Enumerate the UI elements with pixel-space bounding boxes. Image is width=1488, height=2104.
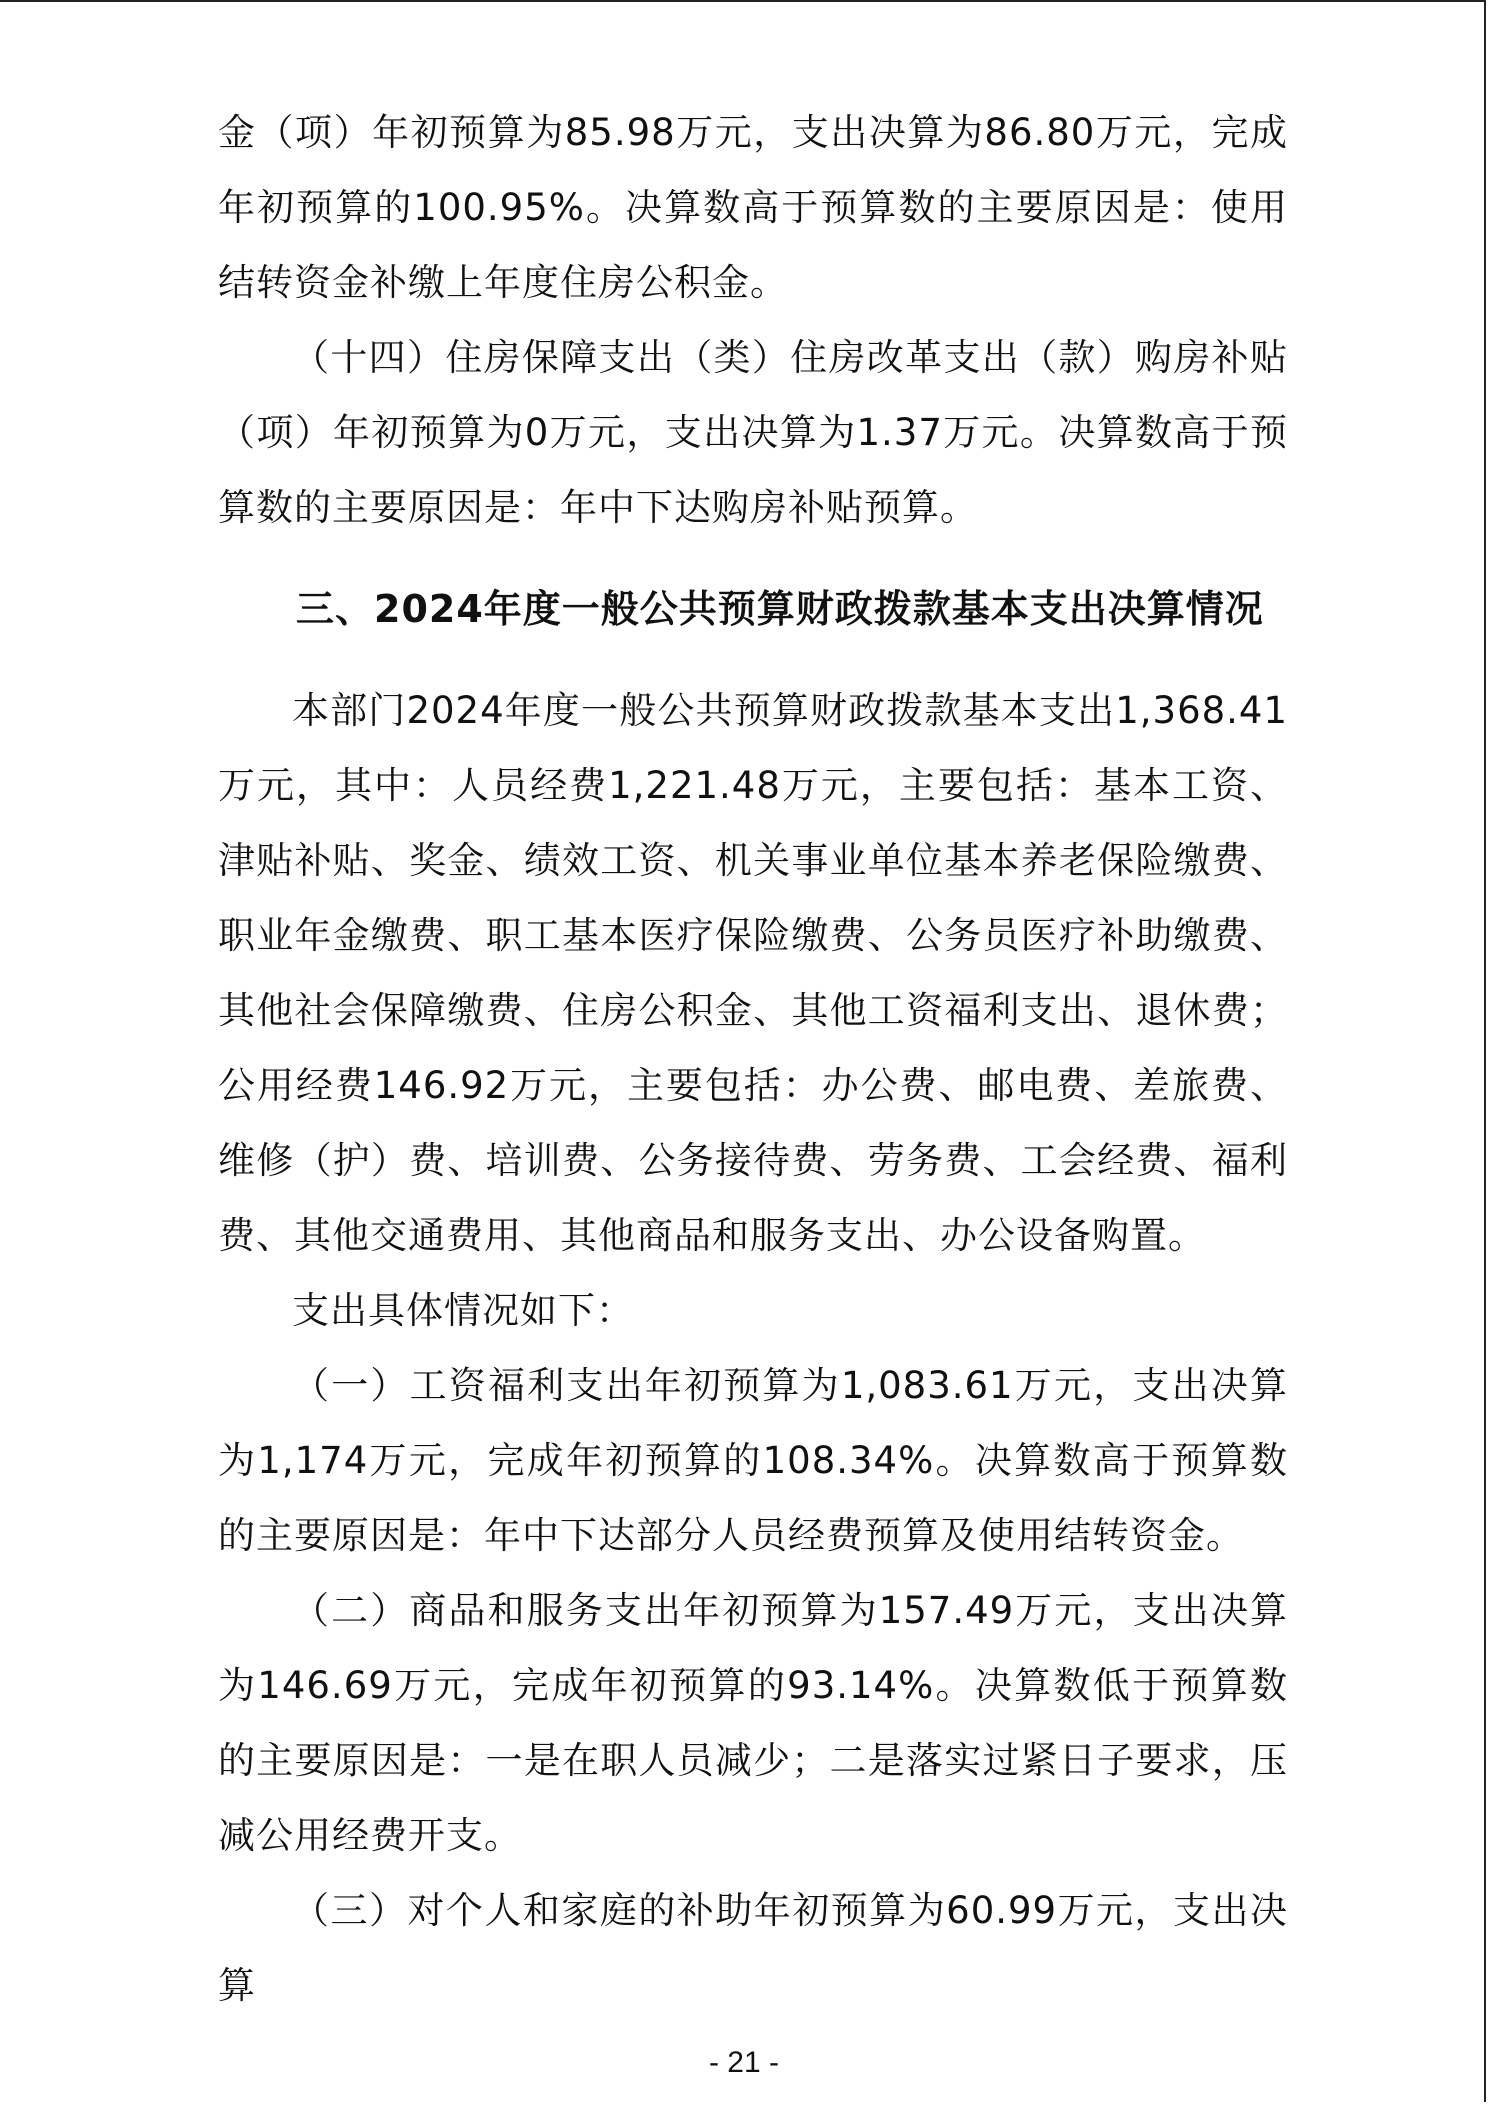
page-number: - 21 - bbox=[708, 2046, 780, 2079]
paragraph-housing-fund-continued: 金（项）年初预算为85.98万元，支出决算为86.80万元，完成年初预算的100.95%。决算数高于预算数的主要原因是：使用结转资金补缴上年度住房公积金。 bbox=[218, 111, 1288, 304]
document-body bbox=[218, 95, 1288, 2023]
paragraph-basic-expenditure-summary: 本部门2024年度一般公共预算财政拨款基本支出1,368.41万元，其中：人员经费1,221.48万元，主要包括：基本工资、津贴补贴、奖金、绩效工资、机关事业单位基本养老保险缴费、职业年金缴费、职工基本医疗保险缴费、公务员医疗补助缴费、其他社会保障缴费、住房公积金、其他工资福利支出、退休费；公用经费146.92万元，主要包括：办公费、邮电费、差旅费、维修（护）费、培训费、公务接待费、劳务费、工会经费、福利费、其他交通费用、其他商品和服务支出、办公设备购置。 bbox=[218, 689, 1288, 1257]
paragraph-housing-subsidy: （十四）住房保障支出（类）住房改革支出（款）购房补贴（项）年初预算为0万元，支出决算为1.37万元。决算数高于预算数的主要原因是：年中下达购房补贴预算。 bbox=[218, 336, 1288, 529]
paragraph-details-intro: 支出具体情况如下： bbox=[292, 1289, 634, 1332]
paragraph-household-subsidy: （三）对个人和家庭的补助年初预算为60.99万元，支出决算 bbox=[218, 1889, 1288, 2007]
section-heading: 三、2024年度一般公共预算财政拨款基本支出决算情况 bbox=[296, 587, 1264, 631]
paragraph-wages-benefits: （一）工资福利支出年初预算为1,083.61万元，支出决算为1,174万元，完成年初预算的108.34%。决算数高于预算数的主要原因是：年中下达部分人员经费预算及使用结转资金。 bbox=[218, 1364, 1288, 1557]
paragraph-goods-services: （二）商品和服务支出年初预算为157.49万元，支出决算为146.69万元，完成年初预算的93.14%。决算数低于预算数的主要原因是：一是在职人员减少；二是落实过紧日子要求，压减公用经费开支。 bbox=[218, 1589, 1288, 1857]
